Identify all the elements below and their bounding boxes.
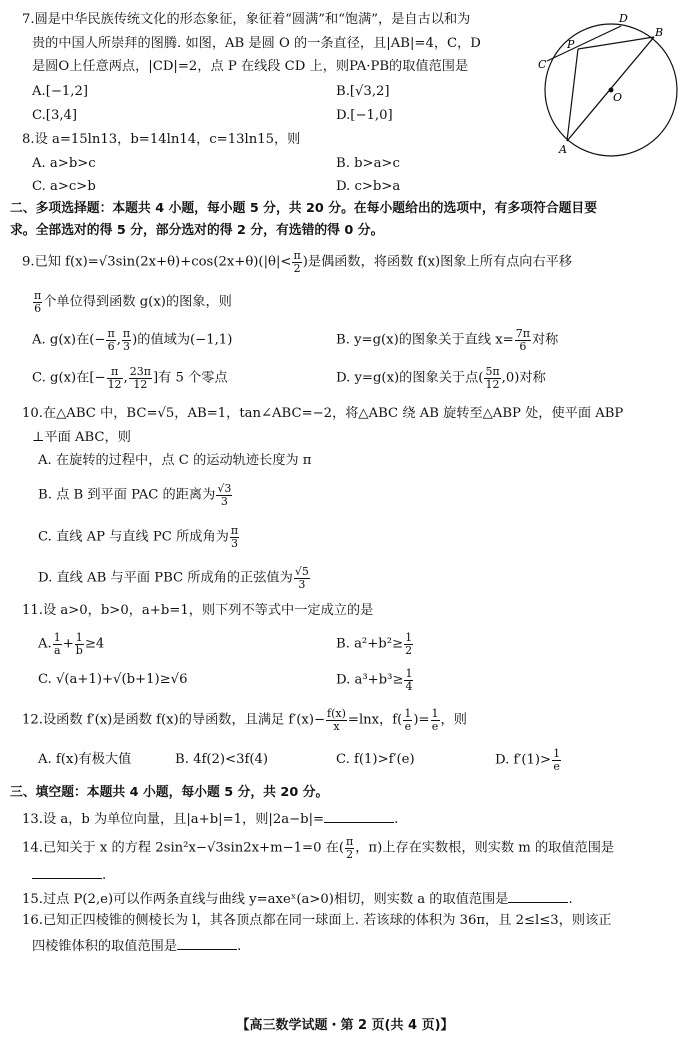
q9-option-b: B. y=g(x)的图象关于直线 x= $\frac{7\pi}{6}$ 对称 — [336, 327, 559, 353]
q7-circle-figure — [535, 10, 685, 160]
label-b: B — [655, 26, 664, 39]
q15: 15.过点 P(2,e)可以作两条直线与曲线 y=axeˣ(a>0)相切，则实数 a 的取值范围是 . — [22, 892, 573, 907]
label-a: A — [559, 143, 567, 156]
q12-option-d: D. f′(1)> $\frac{1}{e}$ — [495, 747, 561, 773]
q14-line2: . — [32, 866, 106, 883]
page-footer: 【高三数学试题・第 2 页(共 4 页)】 — [236, 1018, 454, 1033]
section3-heading: 三、填空题：本题共 4 小题，每小题 5 分，共 20 分。 — [10, 785, 329, 800]
q8-option-c: C. a>c>b — [32, 179, 96, 194]
section2-heading-line1: 二、多项选择题：本题共 4 小题，每小题 5 分，共 20 分。在每小题给出的选项中，有多项符合题目要 — [10, 201, 598, 216]
q7-line2: 贵的中国人所崇拜的图腾. 如图，AB 是圆 O 的一条直径，且|AB|=4，C，D — [32, 36, 481, 51]
q12-option-c: C. f(1)>f′(e) — [336, 752, 415, 767]
q10-line1: 10.在△ABC 中，BC=√5，AB=1，tan∠ABC=−2，将△ABC 绕 AB 旋转至△ABP 处，使平面 ABP — [22, 406, 624, 421]
q14-line1: 14.已知关于 x 的方程 2sin²x−√3sin2x+m−1=0 在( $\frac{\pi}{2}$ ，π)上存在实数根，则实数 m 的取值范围是 — [22, 835, 615, 861]
q9-line1: 9.已知 f(x)=√3sin(2x+θ)+cos(2x+θ)(|θ|< $\frac{\pi}{2}$ )是偶函数，将函数 f(x)图象上所有点向右平移 — [22, 249, 573, 275]
q11-option-c: C. √(a+1)+√(b+1)≥√6 — [38, 672, 188, 687]
q11-stem: 11.设 a>0，b>0，a+b=1，则下列不等式中一定成立的是 — [22, 603, 374, 618]
q15-answer-blank[interactable] — [508, 890, 568, 903]
q9-option-c: C. g(x)在[− $\frac{\pi}{12}$ , $\frac{23\pi}{12}$ ]有 5 个零点 — [32, 365, 228, 391]
q7-line1: 7.圆是中华民族传统文化的形态象征，象征着“圆满”和“饱满”，是自古以和为 — [22, 12, 471, 27]
q8-option-a: A. a>b>c — [32, 156, 96, 171]
q11-option-d: D. a³+b³≥ $\frac{1}{4}$ — [336, 667, 413, 693]
q9-line2: $\frac{\pi}{6}$ 个单位得到函数 g(x)的图象，则 — [34, 289, 232, 315]
q12-option-a: A. f(x)有极大值 — [38, 752, 132, 767]
q16-answer-blank[interactable] — [177, 937, 237, 950]
q8-option-b: B. b>a>c — [336, 156, 400, 171]
q10-option-c: C. 直线 AP 与直线 PC 所成角为 $\frac{\pi}{3}$ — [38, 524, 239, 550]
segment-pb — [578, 37, 654, 49]
q7-option-b: B.[√3,2] — [336, 84, 390, 99]
q8-option-d: D. c>b>a — [336, 179, 401, 194]
q13: 13.设 a，b 为单位向量，且|a+b|=1，则|2a−b|= . — [22, 812, 399, 827]
label-c: C — [538, 58, 547, 71]
label-o: O — [613, 91, 623, 104]
q9-option-d: D. y=g(x)的图象关于点( $\frac{5\pi}{12}$ ,0)对称 — [336, 365, 546, 391]
q14-answer-blank[interactable] — [32, 866, 102, 879]
q7-option-c: C.[3,4] — [32, 108, 78, 123]
q10-option-d: D. 直线 AB 与平面 PBC 所成角的正弦值为 $\frac{√5}{3}$ — [38, 565, 309, 591]
q11-option-b: B. a²+b²≥ $\frac{1}{2}$ — [336, 631, 413, 657]
q11-option-a: A. $\frac{1}{a}$ + $\frac{1}{b}$ ≥4 — [38, 631, 105, 657]
q7-option-a: A.[−1,2] — [32, 84, 89, 99]
q7-line3: 是圆O上任意两点，|CD|=2，点 P 在线段 CD 上，则PA·PB的取值范围是 — [32, 59, 469, 74]
q9-option-a: A. g(x)在(− $\frac{\pi}{6}$ , $\frac{\pi}{3}$ )的值域为(−1,1) — [32, 327, 233, 353]
q13-answer-blank[interactable] — [324, 810, 394, 823]
q10-option-a: A. 在旋转的过程中，点 C 的运动轨迹长度为 π — [38, 453, 312, 468]
q16-line2: 四棱锥体积的取值范围是 . — [32, 939, 242, 954]
q8-stem: 8.设 a=15ln13，b=14ln14，c=13ln15，则 — [22, 132, 301, 147]
q12-option-b: B. 4f(2)<3f(4) — [175, 752, 269, 767]
label-d: D — [619, 12, 628, 25]
label-p: P — [567, 38, 575, 51]
q7-option-d: D.[−1,0] — [336, 108, 393, 123]
q16-line1: 16.已知正四棱锥的侧棱长为 l，其各顶点都在同一球面上. 若该球的体积为 36π，且 2≤l≤3，则该正 — [22, 913, 612, 928]
q10-line2: ⊥平面 ABC，则 — [32, 430, 131, 445]
q12-stem: 12.设函数 f′(x)是函数 f(x)的导函数，且满足 f′(x)− $\frac{f(x)}{x}$ =lnx，f( $\frac{1}{e}$ )= $\frac{1}{e}$ ，则 — [22, 707, 467, 733]
section2-heading-line2: 求。全部选对的得 5 分，部分选对的得 2 分，有选错的得 0 分。 — [10, 223, 384, 238]
segment-pa — [567, 49, 578, 141]
q10-option-b: B. 点 B 到平面 PAC 的距离为 $\frac{√3}{3}$ — [38, 482, 232, 508]
